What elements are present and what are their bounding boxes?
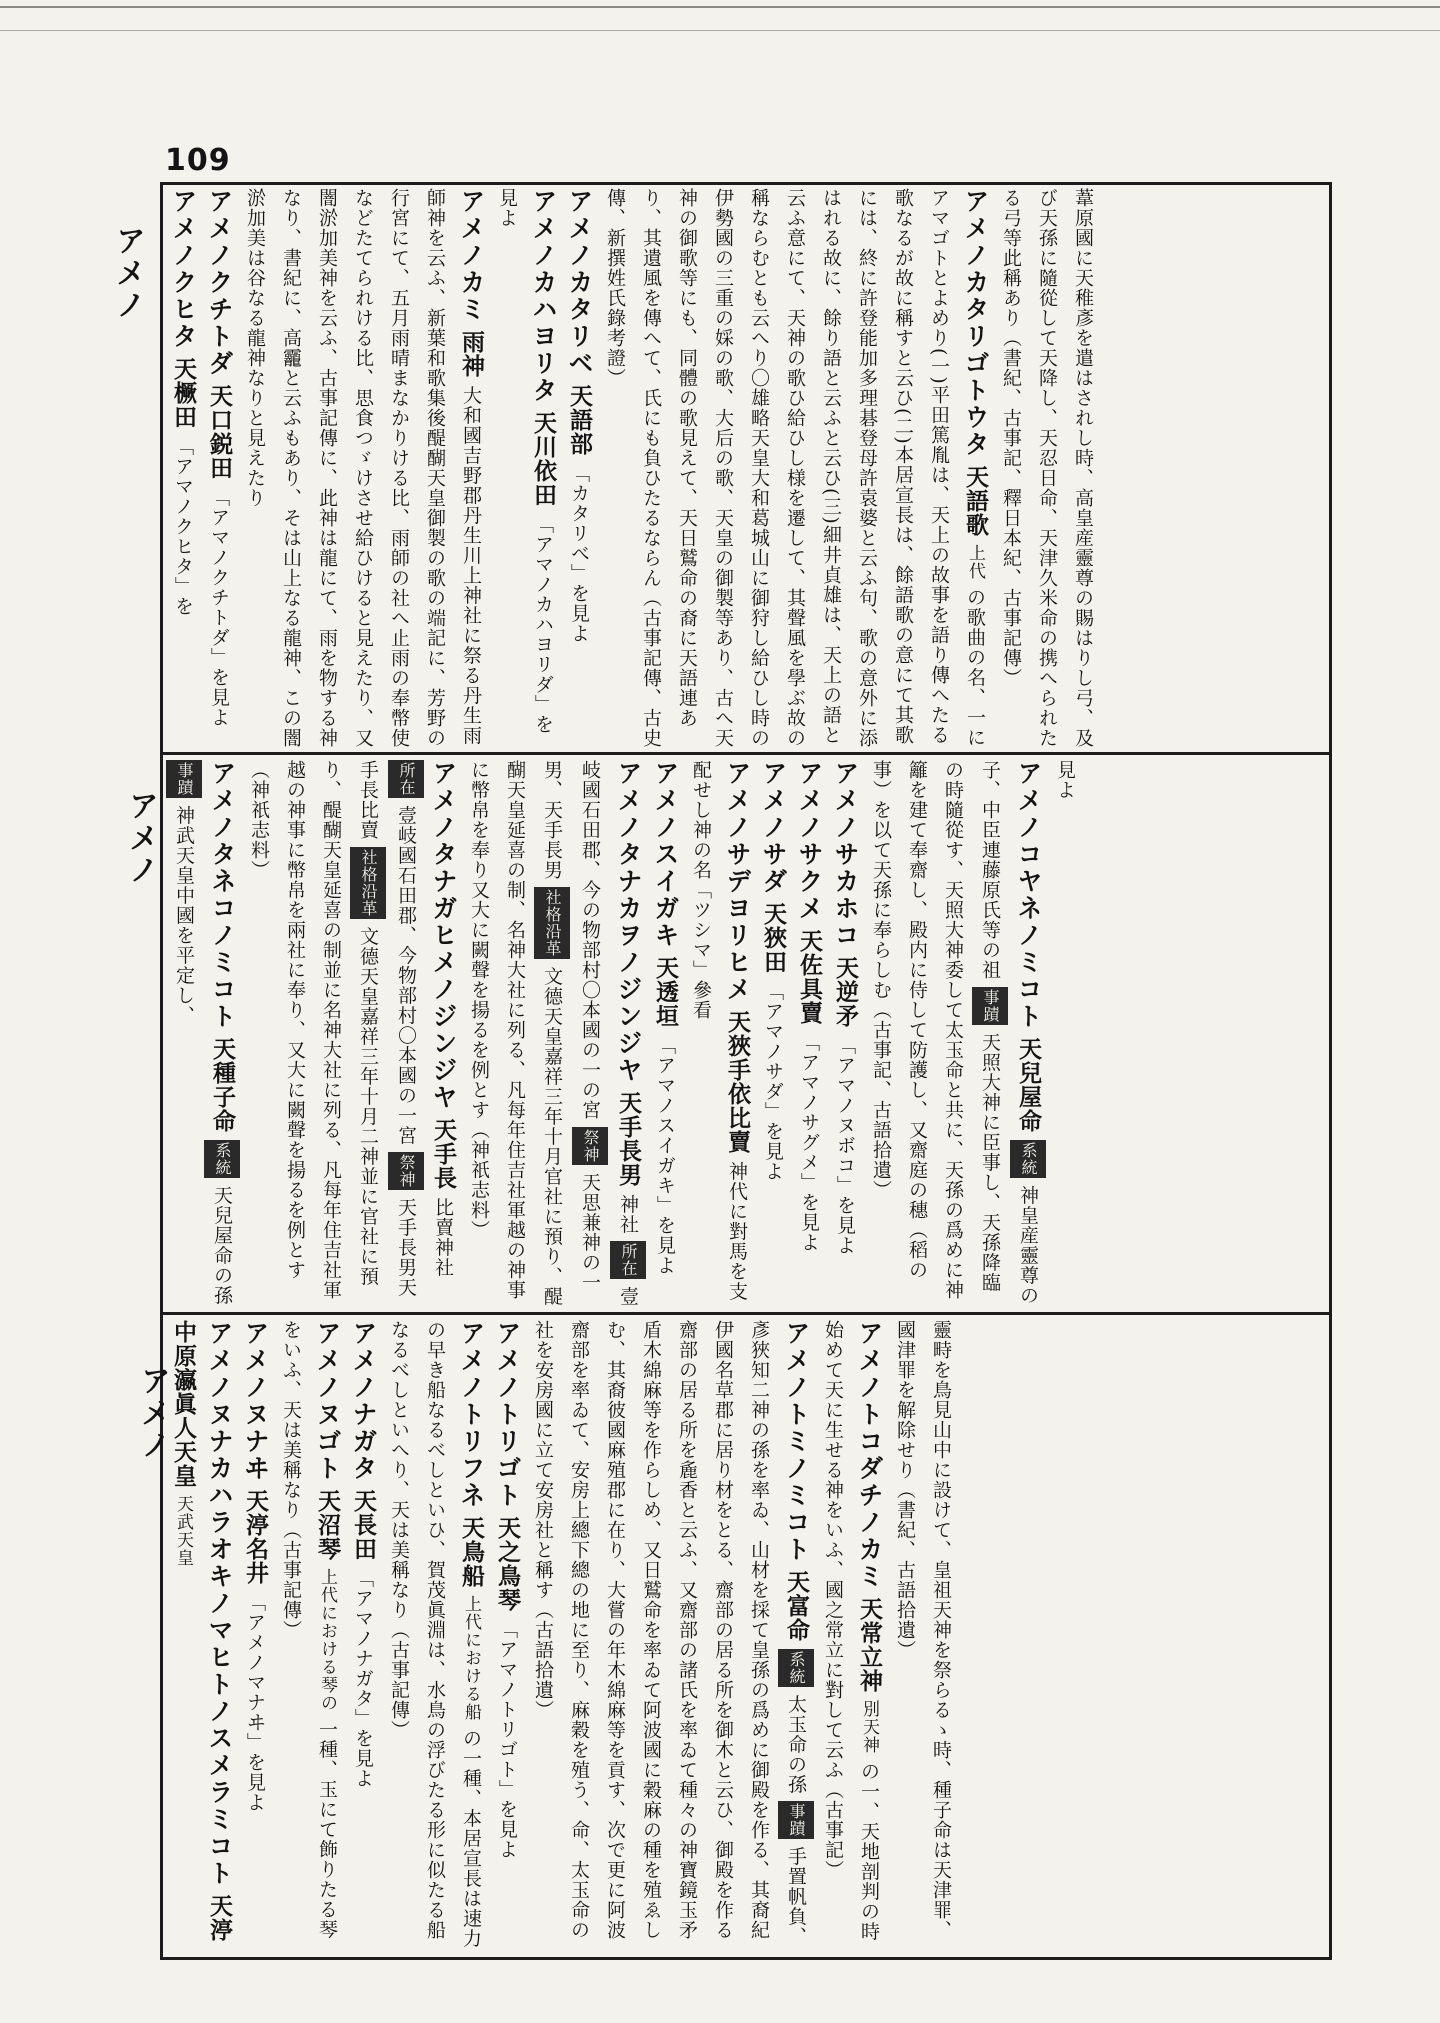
entry-definition: 「アマノサダ」を見よ [762,981,784,1182]
entry-definition: 太玉命の孫 [785,1694,807,1795]
band-divider [160,752,1332,755]
entry-kanji: 天沼琴 [314,1489,341,1562]
entry-headword: アメノコヤネノミコト [1014,760,1043,1030]
entry-headword: アメノナガタ [349,1320,378,1482]
entry-headword: アメノトリフネ [457,1320,486,1509]
entry-headword: アメノタネコノミコト [208,760,237,1030]
entry-definition: 「アマノナガタ」を見よ [352,1568,374,1789]
band-3-text [165,1320,959,1954]
entry-definition: 「アマノカハヨリダ」を見よ [496,188,554,735]
entry-headword: アメノトコダチノカミ [855,1320,884,1590]
entry-tag: 社格沿革 [534,887,570,959]
entry-headword: アメノヌナカハラオキノマヒトノスメラミコト [205,1320,234,1887]
entry-definition: 「アマノクヒタ」を [172,436,194,617]
scan-edge-line [0,30,1440,31]
dictionary-band-2 [165,760,1325,1308]
entry-definition: 「アマノクチトダ」を見よ [208,487,230,728]
entry-definition: の一、天地剖判の時始めて天に生せる神をいふ、國之常立に對して云ふ（古事記） [822,1320,880,1942]
section-tab: アメノ [123,790,158,886]
entry-definition: 「アマノトリゴト」を見よ [496,1619,518,1860]
scan-edge-line [0,6,1440,8]
band-2-text [165,760,1083,1308]
entry-definition: 神社 [617,1194,639,1235]
entry-continuation: 靈畤を鳥見山中に設けて、皇祖天神を祭らるゝ時、種子命は天津罪、國津罪を解除せり（書紀、古語拾遺） [894,1320,952,1940]
entry-tag: 事蹟 [778,1801,814,1839]
entry-kanji: 天渟名井 [242,1489,269,1586]
entry-label: 上代における船 [461,1595,481,1722]
entry-headword: アメノトリゴト [493,1320,522,1509]
entry-tag: 所在 [388,760,424,798]
entry-kanji: 天語歌 [962,465,989,538]
entry-tag: 所在 [610,1241,646,1279]
entry-continuation: 葦原國に天稚彥を遣はされし時、高皇産靈尊の賜はりし弓、及び天孫に隨從して天降し、天忍日命、天津久米命の携へられたる弓等此稱あり（書紀、古事記、釋日本紀、古事記傳） [1000,188,1094,748]
entry-tag: 事蹟 [972,987,1008,1025]
entry-kanji: 天狹田 [760,902,787,975]
entry-definition: 天手長男天手長比賣 [357,760,417,1298]
entry-kanji: 天川依田 [530,411,557,508]
entry-definition: 「アマノサグメ」を見よ [798,1032,820,1253]
entry-kanji: 天口鋭田 [206,384,233,481]
entry-definition: 天照大神に臣事し、天孫降臨の時隨從す、天照大神委して太玉命と共に、天孫の爲めに神籬を建て奉齋し、殿内に侍して防護し、又齋庭の穗（稻の事）を以て天孫に奉らしむ（古事記、古語拾遺） [870,760,1001,1300]
entry-headword: アメノクチトダ [205,188,234,377]
entry-definition: 神武天皇中國を平定し、 [173,805,195,1026]
entry-continuation: 見よ [1054,760,1076,800]
entry-kanji: 天富命 [783,1570,810,1643]
entry-kanji: 天逆矛 [832,956,859,1029]
entry-kanji: 天常立神 [856,1597,883,1694]
entry-headword: アメノスイガキ [651,760,680,949]
entry-kanji: 天種子命 [209,1037,236,1134]
entry-definition: 天兒屋命の孫 [211,1185,233,1306]
entry-definition: 一種、玉にて飾りたる琴をいふ、天は美稱なり（古事記傳） [280,1320,338,1940]
entry-kanji: 天佐具賣 [796,929,823,1026]
entry-kanji: 天渟中原瀛眞人天皇 [170,1320,233,1943]
entry-kanji: 天透垣 [652,956,679,1029]
entry-definition: 「カタリべ」を見よ [568,463,590,644]
entry-definition: の一種、本居宣長は速力の早き船なるべしといひ、賀茂眞淵は、水鳥の浮びたる形に似たる船なるべしといへり、天は美稱なり（古事記傳） [388,1320,482,1949]
entry-definition: 壹岐國石田郡、今の物部村〇本國の一の宮 [579,760,639,1307]
entry-headword: アメノカミ [457,188,486,323]
entry-kanji: 天語部 [566,384,593,457]
entry-tag: 系統 [204,1140,240,1178]
entry-tag: 事蹟 [166,760,202,798]
entry-definition: 比賣神社 [432,1197,454,1278]
entry-definition: 壹岐國石田郡、今物部村〇本國の一宮 [395,805,417,1146]
entry-label: 上代における琴の [317,1568,337,1713]
entry-definition: の歌曲の名、一にアマゴトとよめり(一)平田篤胤は、天上の故事を語り傳へたる歌なるが故に稱すと云ひ(二)本居宣長は、餘語歌の意にて其歌には、終に許登能加多理碁登母許袁婆と云ふ句、歌の意外に添はれる故に、餘り語と云ふと云ひ(三)細井貞雄は、天上の語と云ふ意にて、天神の歌ひ給ひし様を遷して、其聲風を學ぶ故の稱ならむとも云へり〇雄略天皇大和葛城山に御狩し給ひし時の伊勢國の三重の婇の歌、大后の歌、天皇の御製等あり、古へ天神の御歌等にも、同體の歌見えて、天日鷲命の裔に天語連あり、其遺風を傳へて、氏にも負ひたるならん（古事記傳、古史傳、新撰姓氏錄考證） [604,188,986,748]
entry-definition: 「アマノヌボコ」を見よ [834,1035,856,1256]
entry-definition: 文德天皇嘉祥三年十月官社に預り、醍醐天皇延喜の制、名神大社に列る、凡每年住吉社軍越の神事に幣帛を奉り又大に闕聲を揚るを例とす（神祇志料） [468,760,563,1307]
section-tab: アメノ [135,1365,170,1461]
entry-definition: 天思兼神の一男、天手長男 [541,760,601,1293]
section-tab: アメノ [110,225,145,321]
entry-label: 天武天皇 [173,1495,193,1568]
band-divider [160,1312,1332,1315]
entry-kanji: 天狹手依比賣 [724,1010,751,1155]
entry-headword: アメノトミノミコト [782,1320,811,1563]
dictionary-band-3 [165,1320,1325,1954]
entry-tag: 系統 [1010,1140,1046,1178]
entry-headword: アメノタナガヒメノジンジヤ [429,760,458,1111]
entry-definition: 大和國吉野郡丹生川上神社に祭る丹生雨師神を云ふ、新葉和歌集後醍醐天皇御製の歌の端記に、芳野の行宮にて、五月雨晴まなかりける比、雨師の社へ止雨の奉幣使などたてられける比、思食つゞけさせ給ひけると見えたり、又闇淤加美神を云ふ、古事記傳に、此神は龍にて、雨を物する神なり、書紀に、高龗と云ふもあり、そは山上なる龍神、この闇淤加美は谷なる龍神なりと見えたり [244,188,482,748]
entry-headword: アメノカタリベ [565,188,594,377]
entry-headword: アメノタナカヲノジンジヤ [614,760,643,1084]
entry-headword: アメノクヒタ [169,188,198,350]
entry-headword: アメノヌゴト [313,1320,342,1482]
page-number: 109 [165,143,231,178]
entry-definition: 神代に對馬を支配せし神の名「ツシマ」參看 [690,760,748,1302]
entry-kanji: 天之鳥琴 [494,1516,521,1613]
entry-kanji: 天手長男 [615,1091,642,1188]
entry-headword: アメノサカホコ [831,760,860,949]
entry-tag: 祭神 [388,1152,424,1190]
entry-kanji: 雨神 [458,330,485,379]
entry-kanji: 天橛田 [170,357,197,430]
entry-headword: アメノサデヨリヒメ [723,760,752,1003]
entry-kanji: 天手長 [430,1118,457,1191]
entry-tag: 系統 [778,1649,814,1687]
entry-tag: 祭神 [572,1127,608,1165]
entry-label: 上代 [965,544,985,581]
entry-kanji: 天兒屋命 [1015,1037,1042,1134]
band-1-text [165,188,1101,748]
entry-headword: アメノサクメ [795,760,824,922]
entry-headword: アメノヌナヰ [241,1320,270,1482]
entry-definition: 手置帆負、彥狹知二神の孫を率ゐ、山材を採て皇孫の爲めに御殿を作る、其裔紀伊國名草郡に居り材をとる、齋部の居る所を御木と云ひ、御殿を作る齋部の居る所を麁香と云ふ、又齋部の諸氏を率ゐて種々の神寶鏡玉矛盾木綿麻等を作らしめ、又日鷲命を率ゐて阿波國に穀麻の種を殖ゑしむ、其裔彼國麻殖郡に在り、大嘗の年木綿麻等を貢す、次で更に阿波齋部を率ゐて、安房上總下總の地に至り、麻穀を殖う、命、太玉命の社を安房國に立て安房社と稱す（古語拾遺） [532,1320,807,1947]
dictionary-band-1 [165,188,1325,748]
entry-definition: 神皇産靈尊の子、中臣連藤原氏等の祖 [979,760,1039,1306]
entry-definition: 「アメノマナヰ」を見よ [244,1592,266,1813]
entry-definition: 「アマノスイガキ」を見よ [654,1035,676,1276]
entry-headword: アメノカタリゴトウタ [961,188,990,458]
entry-tag: 社格沿革 [350,847,386,919]
entry-kanji: 天鳥船 [458,1516,485,1589]
entry-headword: アメノサダ [759,760,788,895]
entry-definition: 文德天皇嘉祥三年十月二神並に官社に預り、醍醐天皇延喜の制並に名神大社に列る、凡每年住吉社軍越の神事に幣帛を兩社に奉り、又大に闕聲を揚るを例とす（神祇志料） [248,760,379,1300]
entry-kanji: 天長田 [350,1489,377,1562]
entry-label: 別天神 [859,1700,879,1755]
entry-headword: アメノカハヨリタ [529,188,558,404]
